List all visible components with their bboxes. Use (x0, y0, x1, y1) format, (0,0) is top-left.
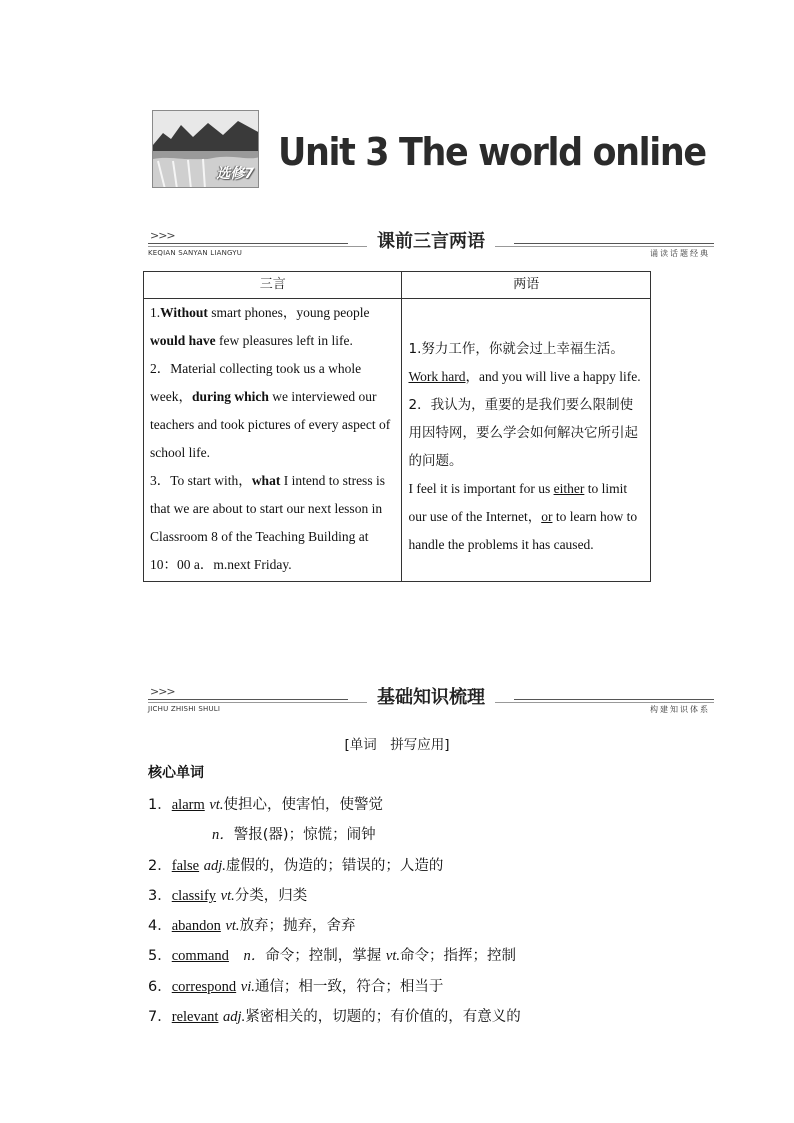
list-item: 7．relevant adj.紧密相关的，切题的；有价值的，有意义的 (148, 1009, 521, 1026)
section-pinyin: JICHU ZHISHI SHULI (148, 705, 221, 713)
unit-title: Unit 3 The world online (278, 130, 706, 174)
core-words-label: 核心单词 (148, 765, 204, 781)
unit-logo (152, 110, 259, 188)
list-item: 4．abandon vt.放弃；抛弃，舍弃 (148, 918, 356, 935)
section-banner-basics (148, 685, 714, 719)
list-item: 5．command n．命令；控制，掌握 vt.命令；指挥；控制 (148, 948, 516, 965)
chevron-icon: >>> (150, 229, 175, 242)
liangyu-sentence-1: 1.努力工作，你就会过上幸福生活。 Work hard，and you will live a happy life. (408, 341, 641, 384)
liangyu-sentence-2: 2．我认为，重要的是我们要么限制使用因特网，要么学会如何解决它所引起的问题。 I feel it is important for us either to limit our use of the Internet，or to learn how to handle the problems it has caused. (408, 397, 638, 552)
logo-text: 选修7 (216, 166, 254, 182)
list-item: 6．correspond vi.通信；相一致，符合；相当于 (148, 978, 444, 995)
list-item: n．警报(器)；惊慌；闹钟 (212, 827, 376, 844)
list-item: 2．false adj.虚假的，伪造的；错误的；人造的 (148, 857, 444, 874)
section-banner-preview (148, 229, 714, 263)
vocab-subheading: [单词 拼写应用] (344, 737, 450, 753)
chevron-icon: >>> (150, 685, 175, 698)
sanyan-sentence-2: 2．Material collecting took us a whole week，during which we interviewed our teachers and took pictures of every aspect of school life. (150, 361, 391, 460)
section-pinyin: KEQIAN SANYAN LIANGYU (148, 249, 243, 257)
list-item: 1．alarm vt.使担心，使害怕，使警觉 (148, 797, 383, 813)
sentence-table (143, 271, 651, 582)
sanyan-cell (144, 299, 402, 582)
section-heading: 课前三言两语 (148, 227, 714, 253)
sanyan-sentence-3: 3．To start with，what I intend to stress is that we are about to start our next lesson in Classroom 8 of the Teaching Building at 10：00 a．m.next Friday. (150, 473, 385, 572)
list-item: 3．classify vt.分类，归类 (148, 887, 308, 904)
vocab-list (148, 790, 521, 1032)
table-header-liangyu: 两语 (402, 272, 651, 299)
sanyan-sentence-1: 1.Without smart phones，young people would have few pleasures left in life. (150, 305, 370, 348)
section-tagline: 构建知识体系 (650, 705, 710, 714)
liangyu-cell (402, 299, 651, 582)
section-tagline: 诵读话题经典 (650, 249, 710, 258)
table-header-sanyan: 三言 (144, 272, 402, 299)
section-heading: 基础知识梳理 (148, 683, 714, 709)
